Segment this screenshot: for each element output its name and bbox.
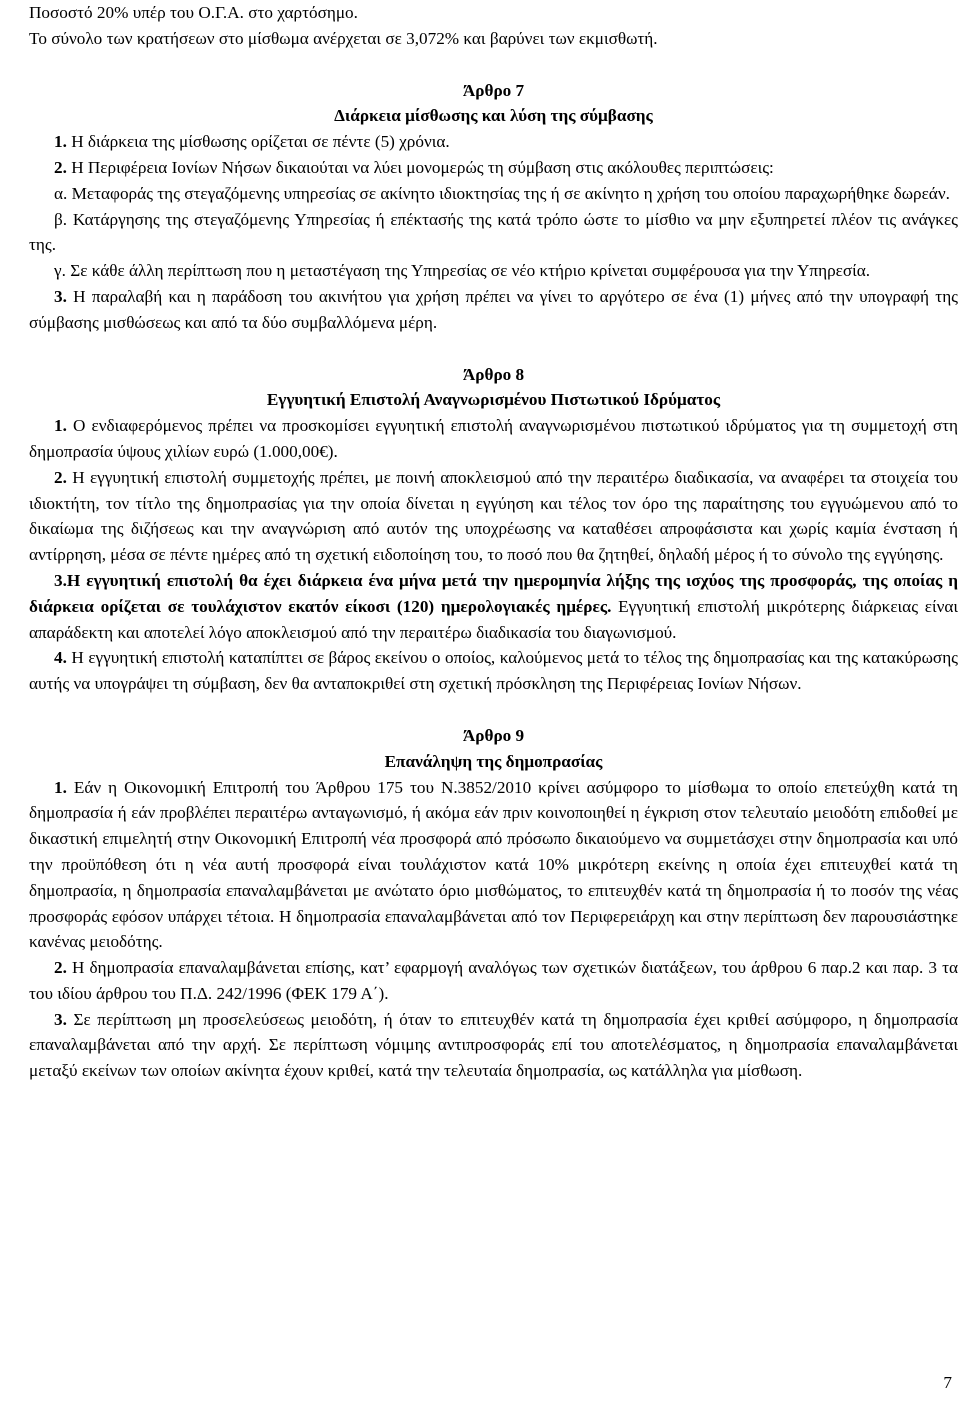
item-letter: β.: [54, 209, 68, 229]
article-9-title: Επανάληψη της δημοπρασίας: [384, 751, 603, 771]
paragraph-text: Σε κάθε άλλη περίπτωση που η μεταστέγαση της Υπηρεσίας σε νέο κτήριο κρίνεται συμφέρουσα για την Υπηρεσία.: [65, 261, 871, 281]
paragraph: [29, 775, 958, 956]
paragraph: [29, 645, 958, 697]
paragraph-number: 1.: [54, 416, 67, 436]
article-8-number: Άρθρο 8: [462, 364, 525, 384]
text-line: Το σύνολο των κρατήσεων στο μίσθωμα ανέρχεται σε 3,072% και βαρύνει των εκμισθωτή.: [29, 28, 658, 48]
document-body: [29, 0, 958, 1084]
paragraph-text: Ο ενδιαφερόμενος πρέπει να προσκομίσει εγγυητική επιστολή αναγνωρισμένου πιστωτικού ιδρύματος για τη συμμετοχή στη δημοπρασία ύψους χιλίων ευρώ (1.000,00€).: [29, 416, 958, 461]
paragraph-number: 2.: [54, 958, 67, 978]
page-number: 7: [943, 1373, 952, 1392]
paragraph-text: Εάν η Οικονομική Επιτροπή του Άρθρου 175 του Ν.3852/2010 κρίνει ασύμφορο το μίσθωμα το οποίο επετεύχθη κατά τη δημοπρασία ή εάν προβλέπει περαιτέρω ανταγωνισμό, ή ακόμα εάν πριν κοινοποιηθεί η έγκριση στον τελευταίο μειοδότη επιδοθεί με δικαστική επιμελητή στην Οικονομική Επιτροπή νέα προσφορά από πρόσωπο δικαιούμενο να συμμετάσχει στην δημοπρασία και υπό την προϋπόθεση ότι η νέα αυτή προσφορά είναι τουλάχιστον κατά 10% μικρότερη εκείνης η οποία έχει επιτευχθεί κατά τη δημοπρασία, η δημοπρασία επαναλαμβάνεται με ανώτατο όριο μισθώματος, το επιτευχθέν κατά τη δημοπρασία ή το ποσόν της νέας προσφοράς εφόσον υπάρχει τέτοια. Η δημοπρασία επαναλαμβάνεται από τον Περιφερειάρχη και στην περίπτωση δεν παρουσιάστηκε κανένας μειοδότης.: [29, 777, 958, 952]
item-letter: γ.: [54, 261, 66, 281]
paragraph-text: Μεταφοράς της στεγαζόμενης υπηρεσίας σε ακίνητο ιδιοκτησίας της ή σε ακίνητο η χρήση του οποίου παραχωρήθηκε δωρεάν.: [67, 183, 950, 203]
paragraph-text: Η Περιφέρεια Ιονίων Νήσων δικαιούται να λύει μονομερώς τη σύμβαση στις ακόλουθες περιπτώσεις:: [66, 157, 774, 177]
article-9-number: Άρθρο 9: [462, 725, 525, 745]
paragraph-text: Κατάργησης της στεγαζόμενης Υπηρεσίας ή επέκτασής της κατά τρόπο ώστε το μίσθιο να μην εξυπηρετεί πλέον τις ανάγκες της.: [29, 209, 958, 255]
paragraph: [29, 955, 958, 1007]
paragraph-text: Η εγγυητική επιστολή καταπίπτει σε βάρος εκείνου ο οποίος, καλούμενος μετά το τέλος της δημοπρασίας και της κατακύρωσης αυτής να υπογράψει τη σύμβαση, δεν θα ανταποκριθεί στη σχετική πρόσκληση της Περιφέρειας Ιονίων Νήσων.: [29, 648, 958, 694]
paragraph-number: 1.: [54, 132, 67, 152]
paragraph-text: Η παραλαβή και η παράδοση του ακινήτου για χρήση πρέπει να γίνει το αργότερο σε ένα (1) μήνες από την υπογραφή της σύμβασης μισθώσεως και από τα δύο συμβαλλόμενα μέρη.: [29, 286, 958, 332]
paragraph-text: Η διάρκεια της μίσθωσης ορίζεται σε πέντε (5) χρόνια.: [66, 132, 450, 152]
item-letter: α.: [54, 183, 68, 203]
paragraph-text: Εγγυητική επιστολή μικρότερης διάρκειας είναι απαράδεκτη και αποτελεί λόγο αποκλεισμού από την περαιτέρω διαδικασία του διαγωνισμού.: [29, 596, 958, 642]
paragraph: [29, 1007, 958, 1084]
paragraph-number: 2.: [54, 467, 67, 487]
paragraph-text: Η εγγυητική επιστολή συμμετοχής πρέπει, με ποινή αποκλεισμού από την περαιτέρω διαδικασία, να αναφέρει τα στοιχεία του ιδιοκτήτη, τον τίτλο της δημοπρασίας για την οποία δίνεται η εγγύηση και τέλος τον όρο της παραίτησης του εγγυώμενου από το δικαίωμα της διζήσεως και την αναγνώριση από αυτόν της υποχρέωσης να καταθέσει απροφάσιστα και χωρίς καμία ένσταση ή αντίρρηση, μέσα σε πέντε ημέρες από τη σχετική ειδοποίηση του, το ποσό που θα ζητηθεί, δηλαδή μέρος ή το σύνολο της εγγύησης.: [29, 467, 958, 565]
text-line: Ποσοστό 20% υπέρ του Ο.Γ.Α. στο χαρτόσημο.: [29, 3, 358, 22]
article-8-title: Εγγυητική Επιστολή Αναγνωρισμένου Πιστωτικού Ιδρύματος: [266, 390, 721, 410]
paragraph-number: 4.: [54, 648, 67, 668]
paragraph-number: 3.: [54, 286, 67, 306]
paragraph: [29, 568, 958, 645]
article-7-number: Άρθρο 7: [462, 80, 525, 100]
paragraph-number: 2.: [54, 157, 67, 177]
article-7-title: Διάρκεια μίσθωσης και λύση της σύμβασης: [334, 106, 653, 126]
paragraph-text: Η δημοπρασία επαναλαμβάνεται επίσης, κατ’ εφαρμογή αναλόγως των σχετικών διατάξεων, του άρθρου 6 παρ.2 και παρ. 3 τα του ιδίου άρθρου του Π.Δ. 242/1996 (ΦΕΚ 179 Α΄).: [29, 958, 958, 1003]
paragraph: [29, 155, 958, 181]
paragraph: [29, 181, 958, 207]
paragraph: [29, 258, 958, 284]
paragraph: [29, 465, 958, 568]
paragraph-number: 1.: [54, 777, 67, 797]
paragraph: [29, 207, 958, 259]
paragraph-bold-text: 3.Η εγγυητική επιστολή θα έχει διάρκεια ένα μήνα μετά την ημερομηνία λήξης της ισχύος της προσφοράς, της οποίας η διάρκεια ορίζεται σε τουλάχιστον εκατόν είκοσι (120) ημερολογιακές ημέρες.: [29, 570, 958, 616]
paragraph-text: Σε περίπτωση μη προσελεύσεως μειοδότη, ή όταν το επιτευχθέν κατά τη δημοπρασία έχει κριθεί ασύμφορο, η δημοπρασία επαναλαμβάνεται από την αρχή. Σε περίπτωση νόμιμης αντιπροσφοράς επί του αποτελέσματος, η δημοπρασία επαναλαμβάνεται μεταξύ εκείνων των οποίων ακίνητα έχουν κριθεί, κατά την τελευταία δημοπρασία, ως κατάλληλα για μίσθωση.: [29, 1009, 958, 1081]
paragraph: [29, 129, 958, 155]
paragraph-number: 3.: [54, 1009, 67, 1029]
paragraph: [29, 284, 958, 336]
paragraph: [29, 413, 958, 465]
